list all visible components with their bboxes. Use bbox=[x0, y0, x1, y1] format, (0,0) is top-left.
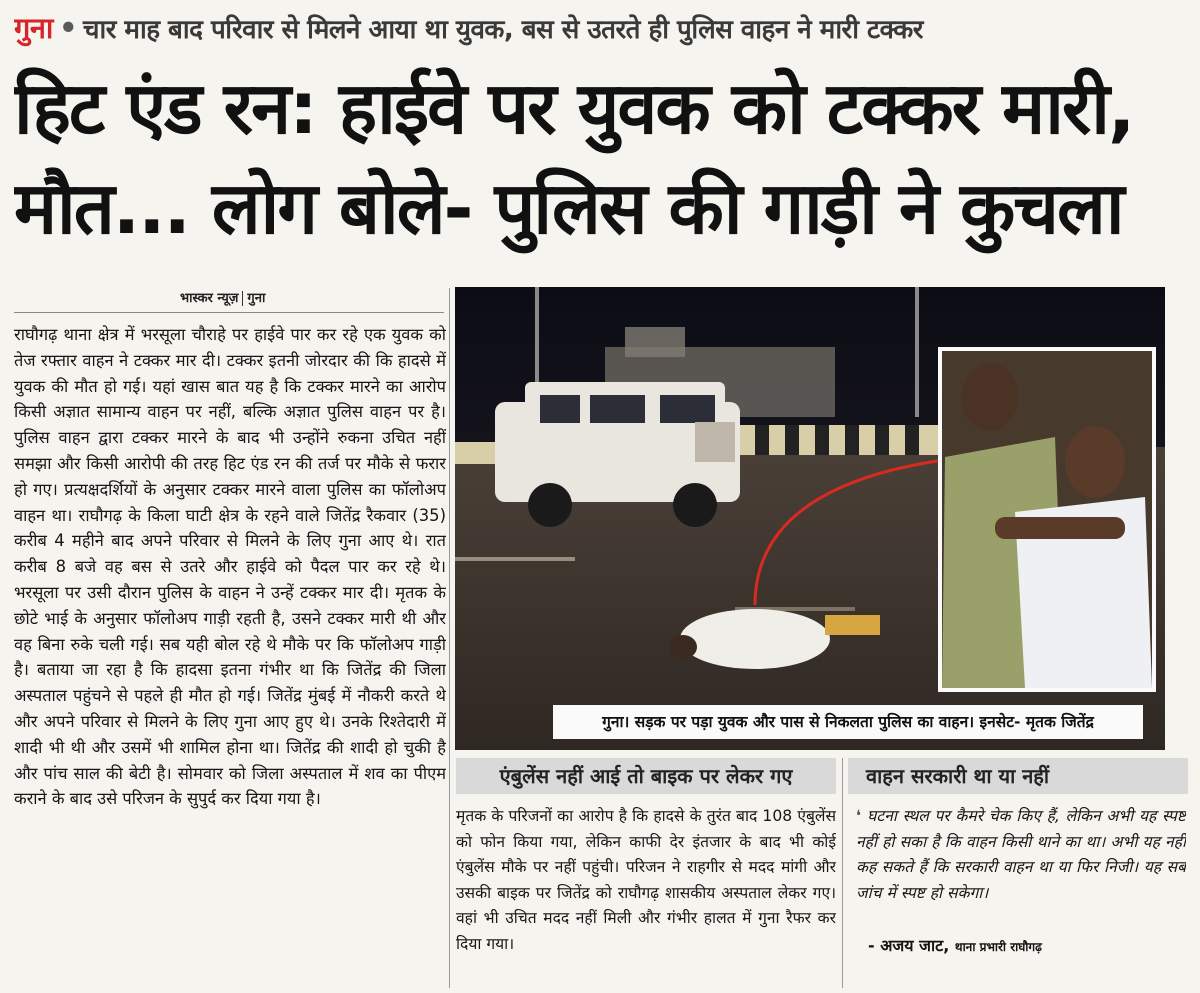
night-highway-scene bbox=[455, 287, 1165, 750]
kicker-text: चार माह बाद परिवार से मिलने आया था युवक, बस से उतरते ही पुलिस वाहन ने मारी टक्कर bbox=[82, 15, 923, 45]
kicker-line bbox=[14, 8, 1186, 52]
box1-text: मृतक के परिजनों का आरोप है कि हादसे के तुरंत बाद 108 एंबुलेंस को फोन किया गया, लेकिन काफी देर इंतजार के बाद भी कोई एंबुलेंस मौके पर नहीं पहुंची। परिजन ने राहगीर से मदद मांगी और उसकी बाइक पर जितेंद्र को राघौगढ़ शासकीय अस्पताल लेकर गए। वहां भी उचित मदद नहीं मिली और गंभीर हालत में गुना रैफर कर दिया गया। bbox=[456, 807, 836, 953]
box2-attribution bbox=[868, 934, 1042, 956]
column-rule bbox=[14, 312, 444, 313]
bullet-icon: • bbox=[58, 11, 77, 45]
byline-separator bbox=[242, 291, 243, 306]
quote-icon: ❛ bbox=[856, 807, 868, 825]
news-photo bbox=[455, 287, 1165, 750]
photo-caption: गुना। सड़क पर पड़ा युवक और पास से निकलता पुलिस का वाहन। इनसेट- मृतक जितेंद्र bbox=[553, 705, 1143, 739]
attribution-role: थाना प्रभारी राघौगढ़ bbox=[954, 940, 1042, 954]
headline bbox=[14, 58, 1186, 278]
attribution-name: - अजय जाट, bbox=[868, 936, 950, 955]
column-divider-left bbox=[449, 288, 450, 988]
kicker-place: गुना bbox=[14, 11, 53, 45]
column-divider-right bbox=[842, 758, 843, 988]
byline-place: गुना bbox=[247, 291, 266, 306]
box2-heading: वाहन सरकारी था या नहीं bbox=[848, 758, 1188, 794]
headline-line-2: मौत... लोग बोले- पुलिस की गाड़ी ने कुचला bbox=[14, 166, 1123, 250]
box2-quote: घटना स्थल पर कैमरे चेक किए हैं, लेकिन अभी यह स्पष्ट नहीं हो सका है कि वाहन किसी थाने का था। अभी यह नहीं कह सकते हैं कि सरकारी वाहन था या फिर निजी। यह सब जांच में स्पष्ट हो सकेगा। bbox=[856, 807, 1186, 902]
main-story-text: राघौगढ़ थाना क्षेत्र में भरसूला चौराहे पर हाईवे पार कर रहे एक युवक को तेज रफ्तार वाहन ने टक्कर मार दी। टक्कर इतनी जोरदार की कि हादसे में युवक की मौत हो गई। यहां खास बात यह है कि टक्कर मारने का आरोप किसी अज्ञात सामान्य वाहन पर नहीं, बल्कि अज्ञात पुलिस वाहन पर है। पुलिस वाहन द्वारा टक्कर मारने के बाद भी उन्होंने रुकना उचित नहीं समझा और किसी आरोपी की तरह हिट एंड रन की तर्ज पर मौके से फरार हो गए। प्रत्यक्षदर्शियों के अनुसार टक्कर मारने वाला पुलिस का फॉलोअप वाहन था। राघौगढ़ के किला घाटी क्षेत्र के रहने वाले जितेंद्र रैकवार (35) करीब 4 महीने बाद अपने परिवार से मिलने के लिए गुना आए थे। रात करीब 8 बजे वह बस से उतरे और हाईवे को पैदल पार कर रहे थे। भरसूला पर उसी दौरान पुलिस के वाहन ने उन्हें टक्कर मार दी। मृतक के छोटे भाई के अनुसार फॉलोअप गाड़ी रहती है, उसने टक्कर मारी थी और वह बिना रुके चली गई। सब यही बोल रहे थे मौके पर कि फॉलोअप गाड़ी है। बताया जा रहा है कि हादसा इतना गंभीर था कि जितेंद्र की जिला अस्पताल पहुंचने से पहले ही मौत हो गई। जितेंद्र मुंबई में नौकरी करते थे और अपने परिवार से मिलने के लिए गुना आए हुए थे। उनके रिश्तेदारी में शादी भी थी और उसमें भी शामिल होना था। जितेंद्र की शादी हो चुकी है और पांच साल की बेटी है। सोमवार को जिला अस्पताल में शव का पीएम कराने के बाद उसे परिजन के सुपुर्द कर दिया गया है। bbox=[14, 325, 446, 809]
box1-heading: एंबुलेंस नहीं आई तो बाइक पर लेकर गए bbox=[456, 758, 836, 794]
byline bbox=[180, 288, 265, 306]
headline-line-1: हिट एंड रन: हाईवे पर युवक को टक्कर मारी, bbox=[14, 66, 1134, 150]
inset-photo bbox=[938, 347, 1156, 692]
byline-source: भास्कर न्यूज़ bbox=[180, 291, 239, 306]
